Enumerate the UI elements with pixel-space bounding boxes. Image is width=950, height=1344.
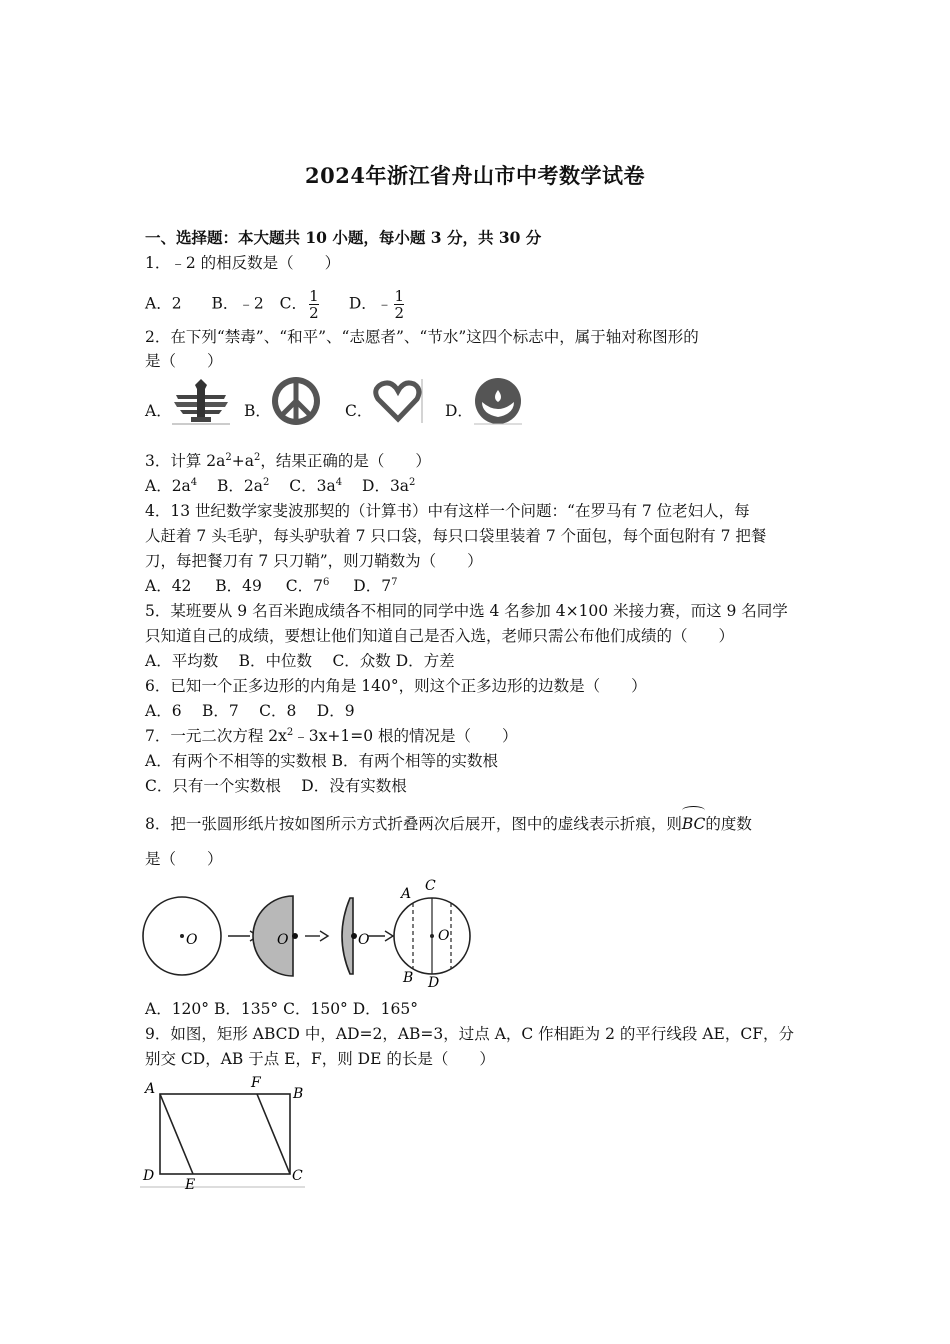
question-5-line2: 只知道自己的成绩，要想让他们知道自己是否入选，老师只需公布他们成绩的（ ）	[145, 627, 735, 645]
label-a: A	[145, 1081, 156, 1097]
question-6-stem: 6．已知一个正多边形的内角是 140°，则这个正多边形的边数是（ ）	[145, 677, 647, 695]
question-9-line1: 9．如图，矩形 ABCD 中，AD=2，AB=3，过点 A，C 作相距为 2 的平行线段 AE，CF，分	[145, 1025, 794, 1043]
question-1-stem: 1．﹣2 的相反数是（ ）	[145, 254, 341, 272]
anti-drug-logo-image	[172, 377, 230, 425]
question-2-stem-line1: 2．在下列“禁毒”、“和平”、“志愿者”、“节水”这四个标志中，属于轴对称图形的	[145, 328, 699, 346]
question-6-options: A．6 B．7 C．8 D．9	[145, 702, 355, 720]
label-c: C	[292, 1168, 303, 1184]
fraction-d: $\frac{1}{2}$	[394, 287, 405, 322]
option-a: A．$2a^4$	[145, 476, 198, 495]
label-o-3: O	[358, 932, 370, 948]
option-b: B．	[244, 402, 271, 420]
option-d: D．﹣	[348, 294, 393, 313]
option-b: B．﹣2	[211, 294, 264, 313]
folding-diagram	[140, 874, 480, 992]
question-3-options	[145, 476, 415, 496]
label-d: D	[143, 1168, 155, 1184]
question-9-line2: 别交 CD，AB 于点 E，F，则 DE 的长是（ ）	[145, 1050, 495, 1068]
question-7-stem: 7．一元二次方程 $2x^2﹣3x+1=0$ 根的情况是（ ）	[145, 726, 518, 745]
question-8-line2: 是（ ）	[145, 850, 223, 868]
question-4-line3: 刀，每把餐刀有 7 只刀鞘”，则刀鞘数为（ ）	[145, 552, 483, 570]
option-c: C．	[279, 294, 307, 313]
option-c: C．	[345, 402, 373, 420]
option-c: C．$3a^4$	[289, 476, 343, 495]
question-8-options: A．120° B．135° C．150° D．165°	[145, 1000, 418, 1018]
option-b: B．49	[215, 577, 262, 595]
label-c: C	[425, 878, 436, 894]
question-7-options-1: A．有两个不相等的实数根 B．有两个相等的实数根	[145, 752, 499, 770]
label-e: E	[185, 1177, 196, 1190]
option-a: A．2	[145, 294, 182, 313]
question-4-line2: 人赶着 7 头毛驴，每头驴驮着 7 只口袋，每只口袋里装着 7 个面包，每个面包附有 7 把餐	[145, 527, 767, 545]
option-c: C．$7^6$	[285, 576, 330, 595]
label-o-1: O	[186, 932, 198, 948]
option-a: A．	[145, 402, 172, 420]
peace-logo-image	[268, 375, 324, 427]
option-d: D．	[445, 402, 473, 420]
question-3-stem: 3．计算 $2a^2+a^2$，结果正确的是（ ）	[145, 451, 431, 470]
option-d: D．$3a^2$	[362, 476, 416, 495]
question-7-options-2: C．只有一个实数根 D．没有实数根	[145, 777, 407, 795]
question-1-options	[145, 288, 406, 321]
page-title: 2024年浙江省舟山市中考数学试卷	[305, 163, 645, 188]
label-d: D	[428, 975, 440, 991]
section-heading: 一、选择题：本大题共 10 小题，每小题 3 分，共 30 分	[145, 228, 542, 247]
label-f: F	[251, 1075, 261, 1091]
arc-bc: BC	[682, 814, 706, 834]
label-a: A	[401, 886, 412, 902]
rectangle-diagram	[140, 1072, 310, 1190]
label-o-2: O	[277, 932, 289, 948]
label-o-4: O	[438, 928, 450, 944]
water-saving-logo-image	[472, 376, 524, 426]
option-d: D．$7^7$	[353, 576, 398, 595]
question-4-options	[145, 576, 397, 596]
label-b: B	[293, 1086, 304, 1102]
question-2-stem-line2: 是（ ）	[145, 352, 223, 370]
fraction-c: $\frac{1}{2}$	[309, 287, 319, 322]
label-b: B	[403, 970, 414, 986]
question-8-line1: 8．把一张圆形纸片按如图所示方式折叠两次后展开，图中的虚线表示折痕，则 BC的度数	[145, 814, 752, 834]
question-4-line1: 4．13 世纪数学家斐波那契的（计算书）中有这样一个问题：“在罗马有 7 位老妇人，每	[145, 502, 750, 520]
option-b: B．$2a^2$	[217, 476, 270, 495]
question-5-line1: 5．某班要从 9 名百米跑成绩各不相同的同学中选 4 名参加 4×100 米接力赛，而这 9 名同学	[145, 602, 788, 620]
question-5-options: A．平均数 B．中位数 C．众数 D．方差	[145, 652, 455, 670]
option-a: A．42	[145, 577, 192, 595]
volunteer-logo-image	[370, 377, 426, 425]
